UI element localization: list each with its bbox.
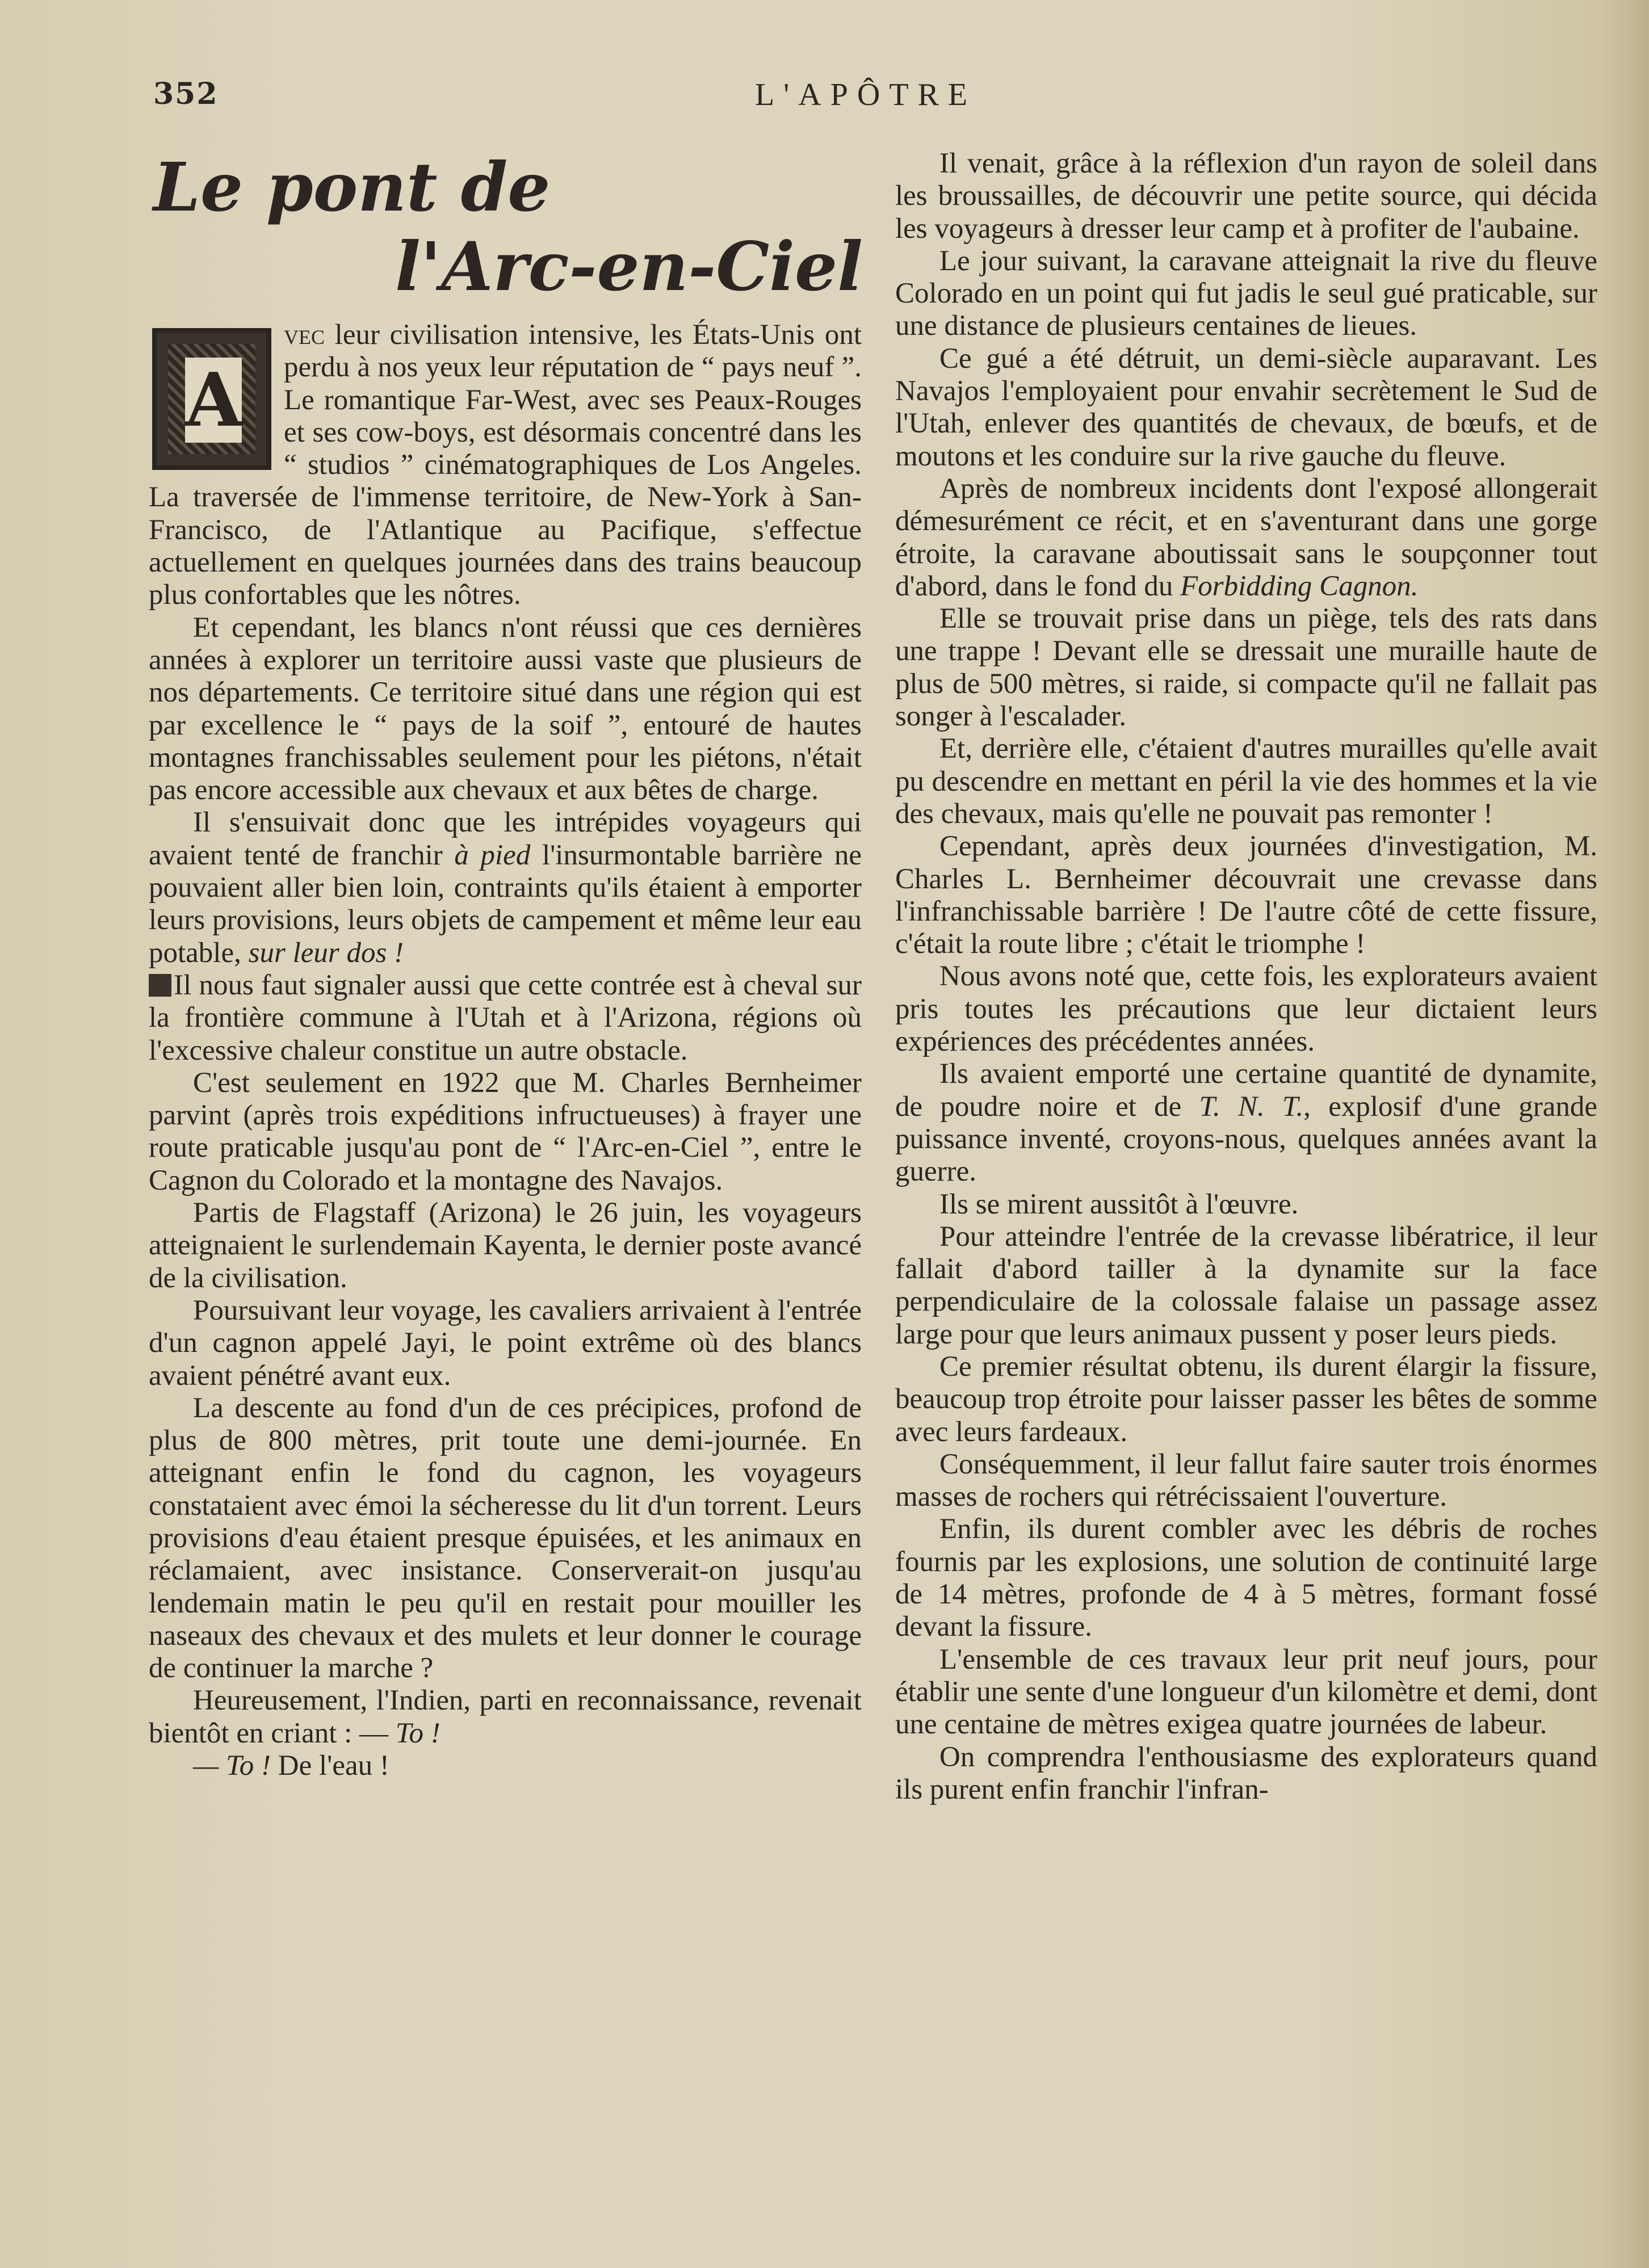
dropcap-continuation: vec [284, 319, 325, 351]
paragraph: La descente au fond d'un de ces précipices, profond de plus de 800 mètres, prit toute une demi-journée. En atteignant enfin le fond du cagnon, les voyageurs constataient avec émoi la sécheresse du lit d'un torrent. Leurs provisions d'eau étaient presque épuisées, et les animaux en réclamaient, avec insistance. Conserverait-on jusqu'au lendemain matin le peu qu'il en restait pour mouiller les naseaux des chevaux et des mulets et leur donner le courage de continuer la marche ? [149, 1392, 862, 1685]
paragraph: Il venait, grâce à la réflexion d'un rayon de soleil dans les broussailles, de découvrir une petite source, qui décida les voyageurs à dresser leur camp et à profiter de l'aubaine. [895, 148, 1597, 245]
title-line-2: l'Arc-en-Ciel [395, 227, 863, 306]
paragraph: Ils avaient emporté une certaine quantité de dynamite, de poudre noire et de T. N. T., explosif d'une grande puissance inventé, croyons-nous, quelques années avant la guerre. [895, 1058, 1597, 1188]
paragraph: Et, derrière elle, c'étaient d'autres murailles qu'elle avait pu descendre en mettant en péril la vie des hommes et la vie des chevaux, mais qu'elle ne pouvait pas remonter ! [895, 733, 1597, 830]
paragraph: Il nous faut signaler aussi que cette contrée est à cheval sur la frontière commune à l'Utah et à l'Arizona, régions où l'excessive chaleur constitue un autre obstacle. [149, 969, 862, 1066]
paragraph: Ce gué a été détruit, un demi-siècle auparavant. Les Navajos l'employaient pour envahir secrètement le Sud de l'Utah, enlever des quantités de chevaux, de bœufs, et de moutons et les conduire sur la rive gauche du fleuve. [895, 342, 1597, 472]
dropcap-letter: A [185, 356, 242, 443]
paragraph: Conséquemment, il leur fallut faire sauter trois énormes masses de rochers qui rétrécissaient l'ouverture. [895, 1448, 1597, 1513]
page-number: 352 [153, 77, 219, 111]
title-line-1: Le pont de [153, 148, 551, 226]
paragraph-text: leur civilisation intensive, les États-Unis ont perdu à nos yeux leur réputation de “ pays neuf ”. Le romantique Far-West, avec ses Peaux-Rouges et ses cow-boys, est désormais concentré dans les “ studios ” cinématographiques de Los Angeles. La traversée de l'immense territoire, de New-York à San-Francisco, de l'Atlantique au Pacifique, s'effectue actuellement en quelques journées dans des trains beaucoup plus confortables que les nôtres. [149, 319, 862, 611]
paragraph: Il s'ensuivait donc que les intrépides voyageurs qui avaient tenté de franchir à pied l'insurmontable barrière ne pouvaient aller bien loin, contraints qu'ils étaient à emporter leurs provisions, leurs objets de campement et même leur eau potable, sur leur dos ! [149, 807, 862, 969]
ornamental-dropcap-icon [152, 328, 271, 470]
paragraph: On comprendra l'enthousiasme des explorateurs quand ils purent enfin franchir l'infran- [895, 1741, 1597, 1805]
paragraph: Nous avons noté que, cette fois, les explorateurs avaient pris toutes les précautions que leur dictaient leurs expériences des précédentes années. [895, 960, 1597, 1058]
paragraph: Le jour suivant, la caravane atteignait la rive du fleuve Colorado en un point qui fut jadis le seul gué praticable, sur une distance de plusieurs centaines de lieues. [895, 245, 1597, 342]
paragraph: Ce premier résultat obtenu, ils durent élargir la fissure, beaucoup trop étroite pour laisser passer les bêtes de somme avec leurs fardeaux. [895, 1350, 1597, 1448]
paragraph-marker-icon [149, 974, 171, 997]
paragraph: C'est seulement en 1922 que M. Charles Bernheimer parvint (après trois expéditions infructueuses) à frayer une route praticable jusqu'au pont de “ l'Arc-en-Ciel ”, entre le Cagnon du Colorado et la montagne des Navajos. [149, 1066, 862, 1196]
left-column [149, 319, 862, 1782]
paragraph [149, 319, 862, 612]
paragraph: Cependant, après deux journées d'investigation, M. Charles L. Bernheimer découvrait une crevasse dans l'infranchissable barrière ! De l'autre côté de cette fissure, c'était la route libre ; c'était le triomphe ! [895, 830, 1597, 960]
right-column [895, 148, 1597, 1806]
paragraph: Et cependant, les blancs n'ont réussi que ces dernières années à explorer un territoire aussi vaste que plusieurs de nos départements. Ce territoire situé dans une région qui est par excellence le “ pays de la soif ”, entouré de hautes montagnes franchissables seulement pour les piétons, n'était pas encore accessible aux chevaux et aux bêtes de charge. [149, 611, 862, 807]
paragraph: Après de nombreux incidents dont l'exposé allongerait démesurément ce récit, et en s'aventurant dans une gorge étroite, la caravane aboutissait sans le soupçonner tout d'abord, dans le fond du Forbidding Cagnon. [895, 472, 1597, 602]
paragraph: L'ensemble de ces travaux leur prit neuf jours, pour établir une sente d'une longueur d'un kilomètre et demi, dont une centaine de mètres exigea quatre journées de labeur. [895, 1643, 1597, 1741]
paragraph: Poursuivant leur voyage, les cavaliers arrivaient à l'entrée d'un cagnon appelé Jayi, le point extrême où des blancs avaient pénétré avant eux. [149, 1294, 862, 1392]
paragraph: Enfin, ils durent combler avec les débris de roches fournis par les explosions, une solution de continuité large de 14 mètres, profonde de 4 à 5 mètres, formant fossé devant la fissure. [895, 1513, 1597, 1643]
paragraph: — To ! De l'eau ! [193, 1750, 389, 1782]
paragraph: Ils se mirent aussitôt à l'œuvre. [939, 1188, 1299, 1220]
paragraph: Heureusement, l'Indien, parti en reconnaissance, revenait bientôt en criant : — To ! [149, 1685, 862, 1749]
paragraph: Partis de Flagstaff (Arizona) le 26 juin, les voyageurs atteignaient le surlendemain Kayenta, le dernier poste avancé de la civilisation. [149, 1197, 862, 1294]
page-header [153, 77, 1601, 122]
paragraph: Pour atteindre l'entrée de la crevasse libératrice, il leur fallait d'abord tailler à la dynamite sur la face perpendiculaire de la colossale falaise un passage assez large pour que leurs animaux pussent y poser leurs pieds. [895, 1220, 1597, 1350]
paragraph: Elle se trouvait prise dans un piège, tels des rats dans une trappe ! Devant elle se dressait une muraille haute de plus de 500 mètres, si raide, si compacte qu'il ne fallait pas songer à l'escalader. [895, 603, 1597, 733]
running-head: L'APÔTRE [755, 77, 977, 112]
article-title [153, 148, 863, 306]
